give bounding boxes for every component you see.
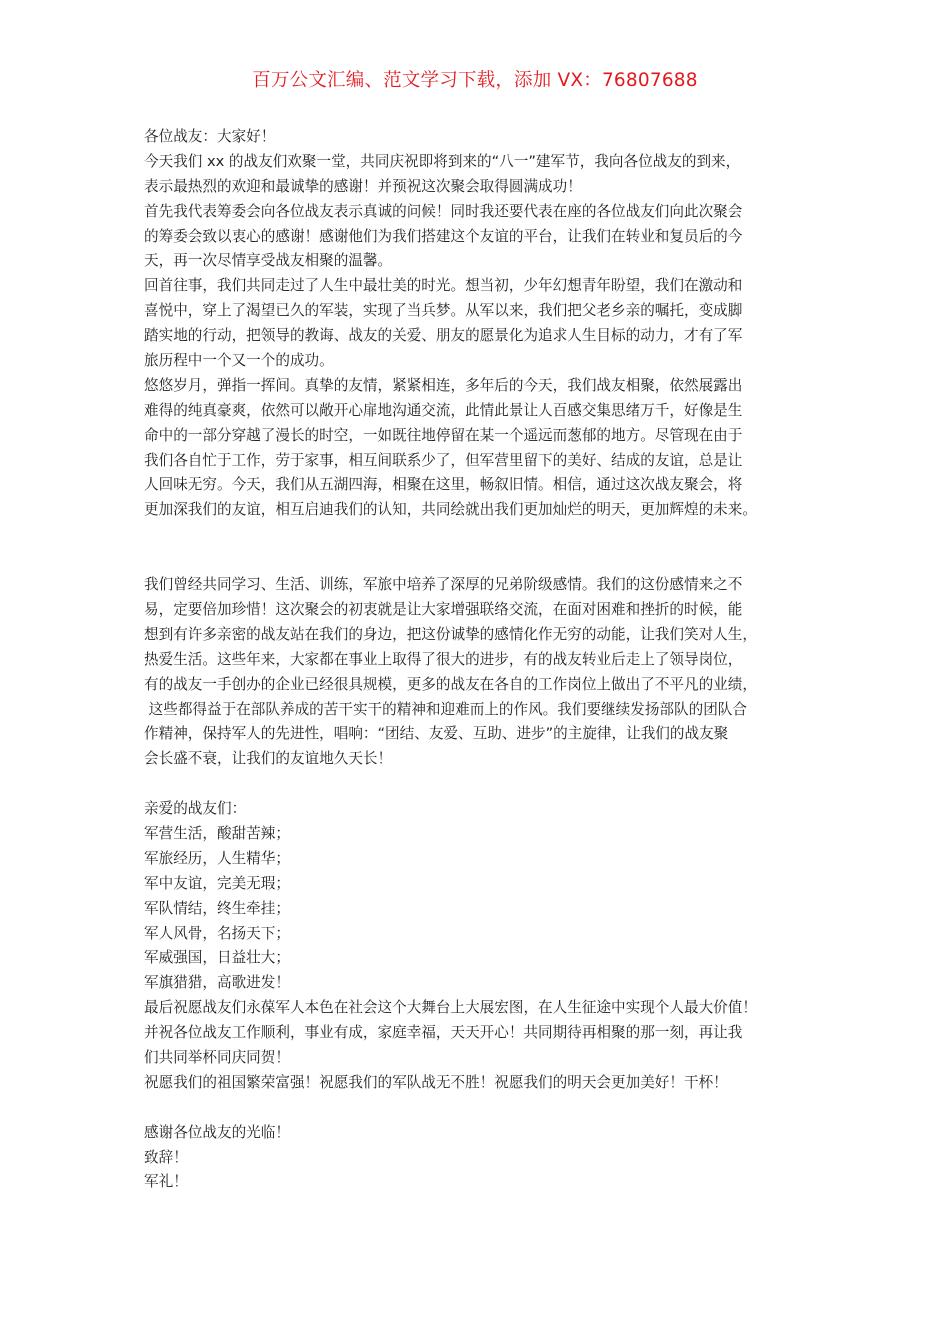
verse-line: 军旗猎猎，高歌进发！: [144, 974, 290, 992]
verse-line: 军威强国，日益壮大；: [144, 949, 290, 967]
text-line: 天，再一次尽情享受战友相聚的温馨。: [144, 252, 393, 270]
text-line: 有的战友一手创办的企业已经很具规模，更多的战友在各自的工作岗位上做出了不平凡的业绩，: [144, 675, 757, 693]
text-line: 易，定要倍加珍惜！这次聚会的初衷就是让大家增强联络交流，在面对困难和挫折的时候，能: [144, 600, 743, 618]
text-line: 我们曾经共同学习、生活、训练，军旅中培养了深厚的兄弟阶级感情。我们的这份感情来之不: [144, 576, 743, 594]
verse-line: 军旅经历，人生精华；: [144, 849, 290, 867]
document-body: [144, 125, 812, 1195]
header-title: 百万公文汇编、范文学习下载，添加 VX：76807688: [252, 70, 698, 91]
closing-line: 感谢各位战友的光临！: [144, 1123, 290, 1141]
paragraph-6: [144, 996, 812, 1071]
closing-line: 军礼！: [144, 1173, 188, 1191]
text-line: 更加深我们的友谊，相互启迪我们的认知，共同绘就出我们更加灿烂的明天，更加辉煌的未来。: [144, 501, 757, 519]
text-line: 我们各自忙于工作，劳于家事，相互间联系少了，但军营里留下的美好、结成的友谊，总是让: [144, 451, 743, 469]
text-line: 今天我们 xx 的战友们欢聚一堂，共同庆祝即将到来的“八一”建军节，我向各位战友的到来，: [144, 152, 741, 170]
text-line: 踏实地的行动，把领导的教诲、战友的关爱、朋友的愿景化为追求人生目标的动力，才有了军: [144, 327, 743, 345]
paragraph-7: 祝愿我们的祖国繁荣富强！祝愿我们的军队战无不胜！祝愿我们的明天会更加美好！干杯！: [144, 1073, 728, 1091]
text-line: 们共同举杯同庆同贺！: [144, 1048, 290, 1066]
spacer: [144, 772, 812, 797]
text-line: 首先我代表筹委会向各位战友表示真诚的问候！同时我还要代表在座的各位战友们向此次聚会: [144, 202, 743, 220]
paragraph-1: [144, 150, 812, 200]
header-banner: [0, 66, 950, 96]
text-line: 热爱生活。这些年来，大家都在事业上取得了很大的进步，有的战友转业后走上了领导岗位，: [144, 650, 743, 668]
paragraph-2: [144, 200, 812, 275]
paragraph-4: [144, 374, 812, 523]
spacer: [144, 1096, 812, 1121]
text-line: 想到有许多亲密的战友站在我们的身边，把这份诚挚的感情化作无穷的动能，让我们笑对人生，: [144, 625, 757, 643]
text-line: 并祝各位战友工作顺利，事业有成，家庭幸福，天天开心！共同期待再相聚的那一刻，再让我: [144, 1024, 743, 1042]
closing-section: [144, 1121, 812, 1196]
verse-intro: 亲爱的战友们：: [144, 800, 247, 818]
text-line: 会长盛不衰，让我们的友谊地久天长！: [144, 750, 393, 768]
text-line: 这些都得益于在部队养成的苦干实干的精神和迎难而上的作风。我们要继续发扬部队的团队合: [144, 700, 747, 718]
text-line: 的筹委会致以衷心的感谢！感谢他们为我们搭建这个友谊的平台，让我们在转业和复员后的今: [144, 227, 743, 245]
verse-line: 军队情结，终生牵挂；: [144, 899, 290, 917]
paragraph-5: [144, 573, 812, 772]
text-line: 作精神，保持军人的先进性，唱响：“团结、友爱、互助、进步”的主旋律，让我们的战友聚: [144, 725, 729, 743]
verse-line: 军中友谊，完美无瑕；: [144, 874, 290, 892]
text-line: 表示最热烈的欢迎和最诚挚的感谢！并预祝这次聚会取得圆满成功！: [144, 177, 582, 195]
text-line: 喜悦中，穿上了渴望已久的军装，实现了当兵梦。从军以来，我们把父老乡亲的嘱托，变成脚: [144, 302, 743, 320]
verse-section: [144, 797, 812, 996]
text-line: 回首往事，我们共同走过了人生中最壮美的时光。想当初，少年幻想青年盼望，我们在激动和: [144, 277, 743, 295]
text-line: 旅历程中一个又一个的成功。: [144, 352, 334, 370]
text-line: 人回味无穷。今天，我们从五湖四海，相聚在这里，畅叙旧情。相信，通过这次战友聚会，将: [144, 476, 743, 494]
text-line: 悠悠岁月，弹指一挥间。真挚的友情，紧紧相连，多年后的今天，我们战友相聚，依然展露出: [144, 376, 743, 394]
text-line: 难得的纯真豪爽，依然可以敞开心扉地沟通交流，此情此景让人百感交集思绪万千，好像是生: [144, 401, 743, 419]
verse-line: 军营生活，酸甜苦辣；: [144, 824, 290, 842]
text-line: 命中的一部分穿越了漫长的时空，一如既往地停留在某一个遥远而葱郁的地方。尽管现在由于: [144, 426, 743, 444]
text-line: 最后祝愿战友们永葆军人本色在社会这个大舞台上大展宏图，在人生征途中实现个人最大价值！: [144, 999, 757, 1017]
paragraph-3: [144, 274, 812, 374]
spacer: [144, 523, 812, 573]
verse-line: 军人风骨，名扬天下；: [144, 924, 290, 942]
greeting: 各位战友：大家好！: [144, 128, 276, 145]
closing-line: 致辞！: [144, 1148, 188, 1166]
